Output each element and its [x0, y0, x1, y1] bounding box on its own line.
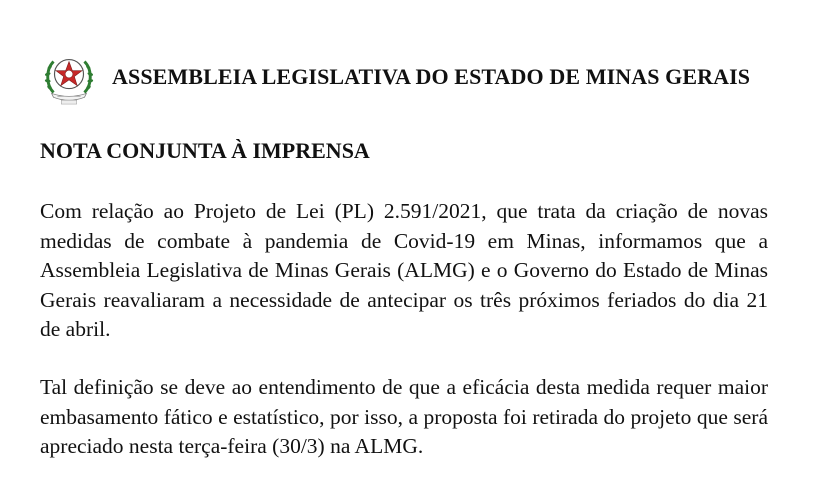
paragraph-2: Tal definição se deve ao entendimento de que a eficácia desta medida requer maior embasamento fático e estatístico, por isso, a proposta foi retirada do projeto que será apreciado nesta terça-feira (30/3) na ALMG. — [40, 375, 768, 458]
coat-of-arms-icon — [40, 48, 98, 106]
paragraph-1: Com relação ao Projeto de Lei (PL) 2.591/2021, que trata da criação de novas medidas de combate à pandemia de Covid-19 em Minas, informamos que a Assembleia Legislativa de Minas Gerais (ALMG) e o Governo do Estado de Minas Gerais reavaliaram a necessidade de antecipar os três próximos feriados do dia 21 de abril. — [40, 199, 768, 341]
note-title: NOTA CONJUNTA À IMPRENSA — [40, 138, 370, 163]
institution-name: ASSEMBLEIA LEGISLATIVA DO ESTADO DE MINAS GERAIS — [112, 64, 751, 89]
letterhead — [40, 48, 750, 106]
